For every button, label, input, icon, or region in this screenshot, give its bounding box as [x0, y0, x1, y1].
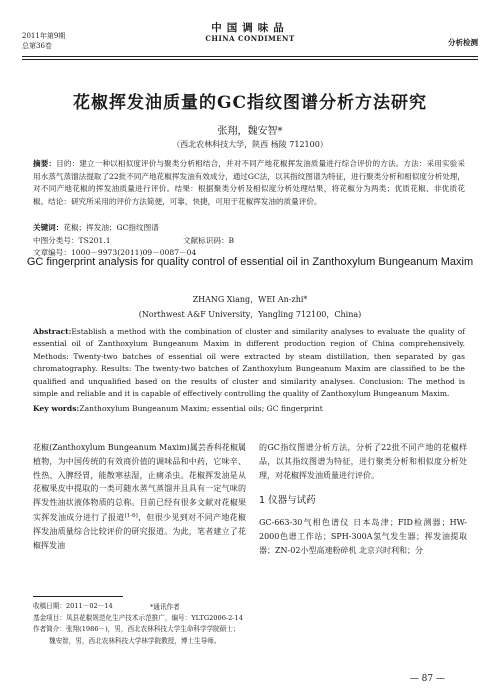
citation-ref: [1-6]	[124, 512, 138, 519]
volume-label: 总第36卷	[22, 42, 52, 50]
journal-masthead	[150, 22, 350, 44]
journal-name-cn: 中国调味品	[211, 22, 289, 34]
fund-note: 基金项目：凤县花椒规范化生产技术示范推广，编号：YLTG2006-2-14	[33, 613, 243, 622]
keywords-cn-text: 花椒；挥发油；GC指纹图谱	[63, 223, 159, 232]
author-bio: 作者简介：张翔(1986－)，男，西北农林科技大学生命科学学院硕士；	[33, 625, 240, 634]
page-number: — 87 —	[409, 674, 445, 684]
abstract-cn-label: 摘要：	[33, 159, 57, 168]
abstract-cn	[33, 158, 465, 208]
keywords-en-label: Key words:	[33, 404, 80, 413]
affiliation-cn: （西北农林科技大学，陕西 杨陵 712100）	[172, 140, 328, 149]
keywords-cn	[33, 222, 465, 234]
section-heading-1: 1 仪器与试药	[259, 495, 316, 507]
body-column-right	[259, 441, 467, 558]
header-rule	[22, 56, 478, 57]
author-bio-2: 魏安智，男，西北农林科技大学林学院教授，博士生导师。	[49, 636, 221, 645]
intro-text-right: 的GC指纹图谱分析方法，分析了22批不同产地的花椒样品，以其指纹图谱为特征，进行聚类分析和相似度分析处理，对花椒挥发油质量进行评价。	[259, 443, 467, 480]
journal-name-en: CHINA CONDIMENT	[205, 34, 295, 43]
clc-number: 中图分类号：TS201.1	[33, 236, 111, 245]
article-number: 文章编号：1000－9973(2011)09－0087－04	[33, 248, 197, 257]
intro-text: 花椒(Zanthoxylum Bungeanum Maxim)属芸香科花椒属植物，为中国传统的有效商价值的调味品和中药，它味辛、性热、入脾经胃，能散寒祛湿，止痛杀虫。花椒挥发油是从花椒果皮中提取的一类可随水蒸气蒸馏并且具有一定气味的挥发性油状液体物质的总称。目前已经有很多文献对花椒果实挥发油成分进行了报道	[33, 443, 246, 522]
article-title-en: GC fingerprint analysis for quality control of essential oil in Zanthoxylum Bungeanum Maxim	[26, 256, 474, 268]
issue-label: 2011年第9期	[22, 32, 66, 40]
footnote-rule	[33, 596, 123, 597]
document-code: 文献标识码：B	[183, 236, 235, 245]
article-title-cn: 花椒挥发油质量的GC指纹图谱分析方法研究	[72, 93, 428, 113]
keywords-en	[33, 403, 465, 415]
keywords-en-text: Zanthoxylum Bungeanum Maxim; essential oils; GC fingerprint	[79, 404, 323, 413]
intro-text-continued: ，但很少见到对不同产地花椒挥发油质量综合比较评价的研究报道。为此，笔者建立了花椒挥发油	[33, 512, 247, 550]
abstract-en-label: Abstract:	[33, 327, 72, 336]
authors-en: ZHANG Xiang，WEI An-zhi*	[192, 295, 308, 304]
abstract-en	[33, 326, 465, 400]
footnotes	[33, 601, 263, 647]
instruments-text: GC-663-30气相色谱仪 日本岛津；FID检测器；HW-2000色谱工作站；SPH-300A氢气发生器；挥发油提取器；ZN-02小型高速粉碎机 北京兴时利和；分	[259, 518, 467, 555]
received-date: 收稿日期：2011－02－14	[33, 602, 113, 610]
body-column-left	[33, 441, 246, 552]
authors-cn: 张翔，魏安智*	[217, 126, 283, 137]
corresponding-note: *通讯作者	[150, 603, 180, 611]
abstract-en-text: Establish a method with the combination of cluster and similarity analyses to evaluate the quality of essential oil of Zanthoxylum Bungeanum Maxim in different production region of China comprehensively. Methods: Twenty-two batches of essential oil were extracted by steam distillation, then separated by gas chromatography. Results: The twenty-two batches of Zanthoxylum Bungeanum Maxim are classified to be the qualified and unqualified based on the results of cluster and similarity analyses. Conclusion: The method is simple and reliable and it is capable of effectively controlling the quality of Zanthoxylum Bungeanum Maxim.	[33, 327, 465, 399]
running-header-left	[22, 31, 65, 51]
section-label: 分析检测	[448, 38, 478, 47]
header-rule-thin	[22, 59, 478, 60]
keywords-cn-label: 关键词：	[33, 223, 64, 232]
affiliation-en: (Northwest A&F University，Yangling 712100，China)	[138, 310, 362, 319]
abstract-cn-text: 目的：建立一种以相似度评价与聚类分析相结合，并对不同产地花椒挥发油质量进行综合评价的方法。方法：采用实验采用水蒸气蒸馏法提取了22批不同产地花椒挥发油有效成分，通过GC法，以其指纹图谱为特征，进行聚类分析和相似度分析处理，对不同产地花椒的挥发油质量进行评价。结果：根据聚类分析及相似度分析处理结果，将花椒分为两类；优质花椒、非优质花椒。结论：研究所采用的评价方法简便，可靠，快捷，可用于花椒挥发油的质量评价。	[33, 159, 466, 206]
